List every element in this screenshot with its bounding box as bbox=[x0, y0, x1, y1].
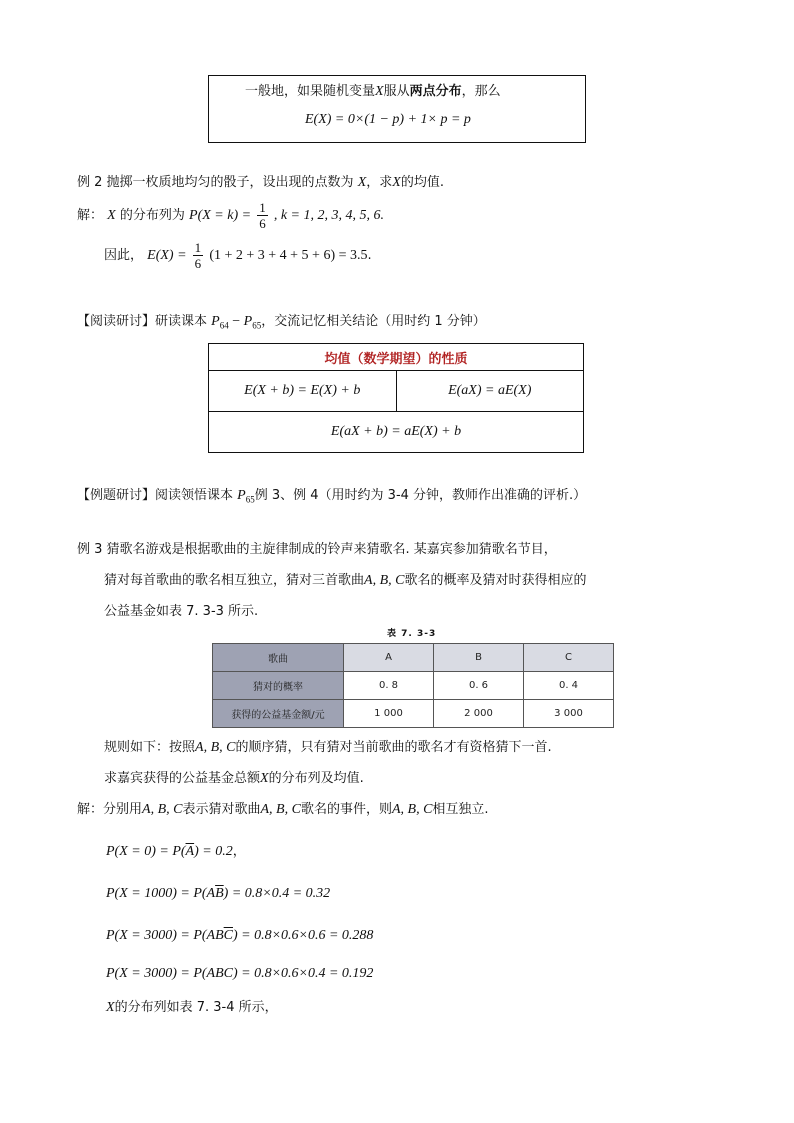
solution-eq1: $P(X = 0) = P(\overline{A}) = 0.2$， bbox=[106, 844, 246, 859]
expectation-properties-table bbox=[208, 343, 584, 453]
box1-formula: E(X) = 0×(1 − p) + 1× p = p bbox=[305, 112, 471, 127]
song-table-caption: 表 7. 3-3 bbox=[387, 629, 437, 639]
table-row: 歌曲 A B C bbox=[213, 644, 614, 672]
table-row: 获得的公益基金额/元 1 000 2 000 3 000 bbox=[213, 700, 614, 728]
property-linear: E(aX + b) = aE(X) + b bbox=[209, 412, 584, 453]
example3-line3: 公益基金如表 7. 3-3 所示. bbox=[104, 604, 259, 619]
rules-line2: 求嘉宾获得的公益基金总额X的分布列及均值. bbox=[104, 771, 364, 786]
example2-expectation-line: 因此， E(X) = $\frac{1}{6}$ (1 + 2 + 3 + 4 + 5 + 6) = 3.5. bbox=[104, 240, 372, 271]
solution-intro: 解：分别用A, B, C表示猜对歌曲A, B, C歌名的事件，则A, B, C相互独立. bbox=[77, 802, 489, 817]
reading-study-line: 【阅读研讨】研读课本 $P_{64} - P_{65}$，交流记忆相关结论（用时约 1 分钟） bbox=[77, 314, 486, 331]
fraction-one-sixth-2: $\frac{1}{6}$ bbox=[194, 240, 202, 271]
example2-title: 例 2 抛掷一枚质地均匀的骰子，设出现的点数为 X，求X的均值. bbox=[77, 175, 444, 190]
example2-solution-line: 解： X 的分布列为 P(X = k) = $\frac{1}{6}$ , k = 1, 2, 3, 4, 5, 6. bbox=[77, 200, 385, 231]
solution-eq4: P(X = 3000) = P(ABC) = 0.8×0.6×0.4 = 0.192 bbox=[106, 966, 374, 981]
example3-line1: 例 3 猜歌名游戏是根据歌曲的主旋律制成的铃声来猜歌名. 某嘉宾参加猜歌名节目， bbox=[77, 542, 557, 557]
solution-eq3: $P(X = 3000) = P(AB\overline{C}) = 0.8\times 0.6\times 0.6 = 0.288$ bbox=[106, 928, 374, 943]
two-point-distribution-box bbox=[208, 75, 586, 143]
property-scale: E(aX) = aE(X) bbox=[396, 371, 584, 412]
fraction-one-sixth: $\frac{1}{6}$ bbox=[259, 200, 266, 231]
example3-line2: 猜对每首歌曲的歌名相互独立，猜对三首歌曲A, B, C歌名的概率及猜对时获得相应的 bbox=[104, 573, 587, 588]
rules-line1: 规则如下：按照A, B, C的顺序猜，只有猜对当前歌曲的歌名才有资格猜下一首. bbox=[104, 740, 552, 755]
solution-last-line: X的分布列如表 7. 3-4 所示， bbox=[106, 1000, 278, 1015]
example-study-line: 【例题研讨】阅读领悟课本 $P_{65}$例 3、例 4（用时约为 3-4 分钟，教师作出准确的评析.） bbox=[77, 488, 587, 505]
properties-header: 均值（数学期望）的性质 bbox=[209, 344, 584, 371]
song-table bbox=[212, 643, 614, 728]
box1-statement: 一般地，如果随机变量X服从两点分布，那么 bbox=[245, 84, 501, 99]
solution-eq2: $P(X = 1000) = P(A\overline{B}) = 0.8\times 0.4 = 0.32$ bbox=[106, 886, 331, 901]
table-row: 猜对的概率 0. 8 0. 6 0. 4 bbox=[213, 672, 614, 700]
property-shift: E(X + b) = E(X) + b bbox=[209, 371, 397, 412]
